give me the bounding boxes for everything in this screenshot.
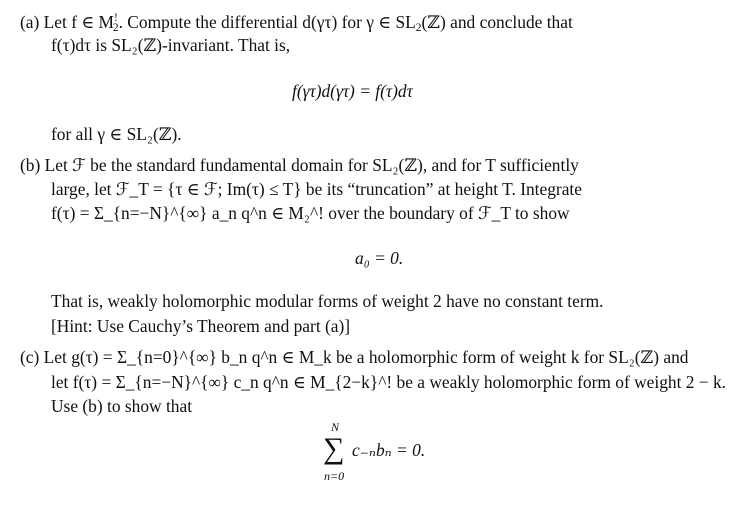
part-c-line-3: Use (b) to show that [51, 396, 193, 416]
part-c-line-1 [20, 349, 689, 366]
part-b-label: (b) [20, 155, 41, 175]
sum-upper-limit: N [331, 420, 340, 434]
part-a-sub: 2 [112, 22, 119, 34]
part-b-line-1 [20, 157, 579, 174]
part-b-text-1: Let ℱ be the standard fundamental domain for SL₂(ℤ), and for T sufficiently [44, 155, 579, 175]
part-a-label: (a) [20, 12, 40, 32]
part-b-display-equation: a₀ = 0. [355, 248, 404, 268]
sum-lower-limit: n=0 [324, 469, 345, 483]
part-a-display-equation: f(γτ)d(γτ) = f(τ)dτ [292, 81, 413, 101]
part-b-line-2: large, let ℱ_T = {τ ∈ ℱ; Im(τ) ≤ T} be its “truncation” at height T. Integrate [51, 179, 582, 199]
part-c-line-2: let f(τ) = Σ_{n=−N}^{∞} c_n q^n ∈ M_{2−k}^! be a weakly holomorphic form of weight 2 − k. [51, 372, 727, 392]
part-c-display-equation: c₋ₙbₙ = 0. [352, 440, 426, 460]
part-c-label: (c) [20, 347, 40, 367]
part-b-line-5: [Hint: Use Cauchy’s Theorem and part (a)] [51, 316, 351, 336]
part-c-text-1: Let g(τ) = Σ_{n=0}^{∞} b_n q^n ∈ M_k be a holomorphic form of weight k for SL₂(ℤ) and [43, 347, 689, 367]
part-a-line-3: for all γ ∈ SL₂(ℤ). [51, 124, 182, 144]
part-a-text-1a: Let f ∈ M [43, 12, 115, 32]
part-a-text-1b: . Compute the differential d(γτ) for γ ∈ SL [118, 12, 416, 32]
part-a-sup: ! [114, 12, 118, 24]
part-a-text-1c: (ℤ) and conclude that [421, 12, 573, 32]
part-a-line-2: f(τ)dτ is SL₂(ℤ)-invariant. That is, [51, 35, 291, 55]
summation-symbol: ∑ [323, 432, 345, 465]
part-b-line-3: f(τ) = Σ_{n=−N}^{∞} a_n q^n ∈ M₂^! over the boundary of ℱ_T to show [51, 203, 570, 223]
part-b-line-4: That is, weakly holomorphic modular forms of weight 2 have no constant term. [51, 291, 604, 311]
part-a-line-1: (a) Let f ∈ $M^!_2$. Compute the differential d(γτ) for γ ∈ $SL_2(ℤ)$ and conclude that [20, 12, 573, 34]
